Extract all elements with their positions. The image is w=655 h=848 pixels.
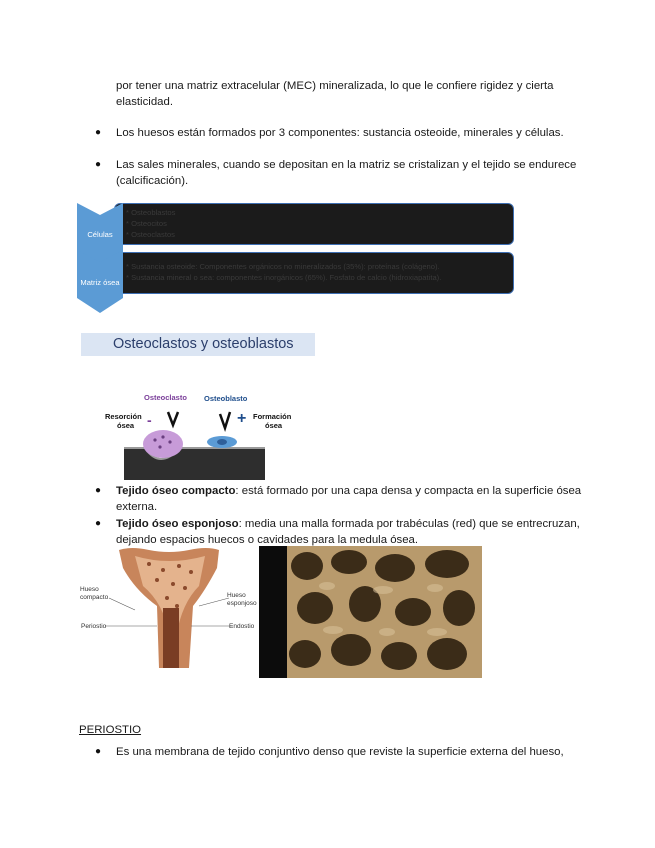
formation-label: Formación (253, 412, 292, 421)
black-divider (259, 546, 287, 678)
cells-item: * Osteocitos (126, 219, 167, 228)
bullet-components: Los huesos están formados por 3 componentes: sustancia osteoide, minerales y células. (116, 127, 564, 139)
bullet-dot: ● (95, 127, 102, 138)
spongy-bone-photo (287, 546, 482, 678)
matrix-item: * Sustancia mineral o sea: componentes inorgánicos (65%). Fosfato de calcio (hidroxiapatita). (126, 273, 442, 282)
resorption-label: Resorción (105, 412, 142, 421)
cells-box (114, 203, 514, 245)
bullet-minerals-line-1: Las sales minerales, cuando se depositan en la matriz se cristalizan y el tejido se endurece (116, 159, 577, 171)
spongy-desc: : media una malla formada por trabéculas (red) que se entrecruzan, (238, 518, 580, 530)
matrix-label: Matriz ósea (80, 278, 120, 287)
matrix-box (114, 252, 514, 294)
spongy-term: Tejido óseo esponjoso (116, 518, 239, 530)
resorption-sub: ósea (117, 421, 135, 430)
label-compact: Hueso compacto (80, 586, 109, 601)
cells-item: * Osteoblastos (126, 208, 176, 217)
compact-term: Tejido óseo compacto (116, 485, 236, 497)
section-heading-box (81, 333, 315, 356)
matrix-item: * Sustancia osteoide: Componentes orgánicos no mineralizados (35%): proteínas (colágeno). (126, 262, 440, 271)
bullet-minerals-line-2: (calcificación). (116, 175, 189, 187)
osteoblast-label: Osteoblasto (204, 394, 248, 403)
osteoclast-label: Osteoclasto (144, 393, 187, 402)
section-heading: Osteoclastos y osteoblastos (113, 336, 294, 352)
formation-sub: ósea (265, 421, 283, 430)
label-spongy: Hueso esponjoso (227, 592, 257, 607)
bullet-dot: ● (95, 159, 102, 170)
bullet-dot: ● (95, 518, 102, 529)
bone-section-image (79, 546, 259, 678)
spongy-desc-2: dejando espacios huecos o cavidades para la medula ósea. (116, 534, 419, 546)
intro-line-1: por tener una matriz extracelular (MEC) mineralizada, lo que le confiere rigidez y cierta (116, 80, 554, 92)
bullet-dot: ● (95, 485, 102, 496)
osteo-figure (100, 390, 292, 480)
label-periosteum: Periostio (81, 623, 107, 630)
label-endosteum: Endostio (229, 623, 255, 630)
intro-line-2: elasticidad. (116, 96, 173, 108)
cells-item: * Osteoclastos (126, 230, 175, 239)
compact-bullet (116, 483, 581, 499)
bone-section-drawing (79, 546, 259, 678)
spongy-bone-texture (287, 546, 482, 678)
osteo-illustration (100, 390, 270, 480)
compact-desc-2: externa. (116, 501, 158, 513)
minus-sign: - (147, 412, 152, 428)
plus-sign: + (237, 410, 247, 427)
spongy-bullet (116, 516, 580, 532)
compact-desc: : está formado por una capa densa y compacta en la superficie ósea (235, 485, 582, 497)
cells-label: Células (87, 230, 113, 239)
periostio-bullet: Es una membrana de tejido conjuntivo denso que reviste la superficie externa del hueso, (116, 746, 564, 758)
bullet-dot: ● (95, 746, 102, 757)
periostio-title: PERIOSTIO (79, 724, 142, 736)
